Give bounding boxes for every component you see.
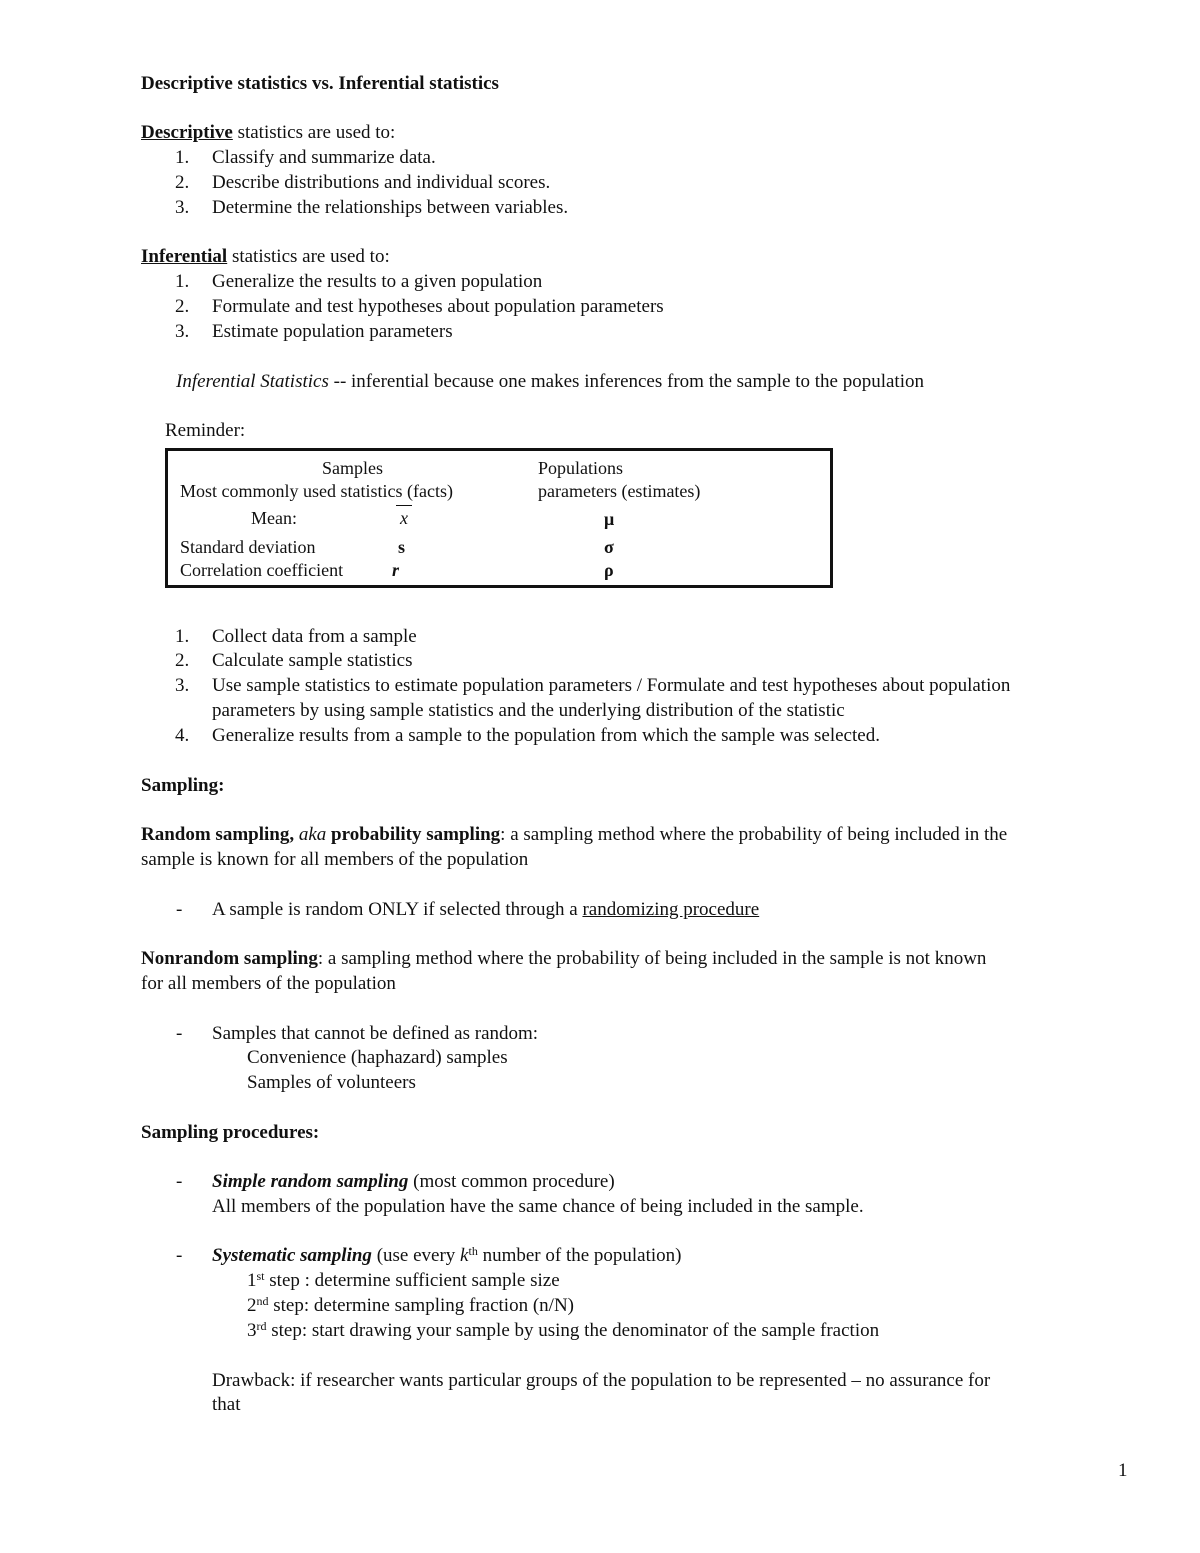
random-bullet xyxy=(212,899,759,921)
step-text: step : determine sufficient sample size xyxy=(264,1270,560,1291)
nonrandom-sub-2: Samples of volunteers xyxy=(247,1072,416,1093)
descriptive-intro xyxy=(141,122,395,144)
samples-header: Samples xyxy=(322,458,383,478)
nonrandom-sampling-term: Nonrandom sampling xyxy=(141,948,318,969)
sample-sd-symbol: s xyxy=(398,537,406,557)
inferential-item-3: Estimate population parameters xyxy=(212,321,453,342)
random-sampling-definition xyxy=(141,824,1007,846)
list-number: 1. xyxy=(175,147,190,168)
step-ordinal-suffix: rd xyxy=(256,1319,267,1333)
step-ordinal-suffix: st xyxy=(256,1269,265,1283)
drawback-line-2: that xyxy=(212,1394,241,1415)
sample-mean-symbol xyxy=(396,507,412,529)
populations-header: Populations xyxy=(538,458,624,478)
probability-sampling-term: probability sampling xyxy=(331,824,501,845)
list-number: 2. xyxy=(175,650,190,671)
descriptive-intro-text: statistics are used to: xyxy=(232,122,396,143)
systematic-sampling xyxy=(212,1245,682,1267)
inferential-note xyxy=(176,371,924,393)
x-bar-symbol: x xyxy=(396,505,412,528)
step-ordinal: 1 xyxy=(247,1270,257,1291)
list-number: 1. xyxy=(175,271,190,292)
simple-random-term: Simple random sampling xyxy=(212,1171,409,1192)
systematic-pre: (use every xyxy=(371,1245,461,1266)
step-2: Calculate sample statistics xyxy=(212,650,413,671)
step-3-continued: parameters by using sample statistics and the underlying distribution of the statistic xyxy=(212,700,845,721)
step-ordinal: 3 xyxy=(247,1320,257,1341)
nonrandom-bullet: Samples that cannot be defined as random: xyxy=(212,1023,539,1044)
row-corr-label: Correlation coefficient xyxy=(180,560,344,580)
inferential-intro-text: statistics are used to: xyxy=(227,246,390,267)
row-mean-label: Mean: xyxy=(251,508,297,528)
drawback-line-1: Drawback: if researcher wants particular groups of the population to be represented – no assurance for xyxy=(212,1370,991,1391)
inferential-note-text: -- inferential because one makes inferences from the sample to the population xyxy=(328,371,924,392)
dash-bullet: - xyxy=(176,1023,183,1044)
systematic-post: number of the population) xyxy=(477,1245,682,1266)
step-3: Use sample statistics to estimate population parameters / Formulate and test hypotheses about population xyxy=(212,675,1011,696)
list-number: 2. xyxy=(175,172,190,193)
inferential-term: Inferential xyxy=(141,246,228,267)
page-number: 1 xyxy=(1118,1460,1128,1481)
list-number: 3. xyxy=(175,197,190,218)
sample-corr-symbol: r xyxy=(392,560,400,580)
systematic-step-2 xyxy=(247,1295,574,1317)
random-bullet-text: A sample is random ONLY if selected through a xyxy=(212,899,583,920)
step-text: step: start drawing your sample by using the denominator of the sample fraction xyxy=(266,1320,880,1341)
inferential-item-2: Formulate and test hypotheses about population parameters xyxy=(212,296,664,317)
dash-bullet: - xyxy=(176,1245,183,1266)
aka-text: aka xyxy=(298,824,327,845)
simple-random-desc: All members of the population have the same chance of being included in the sample. xyxy=(212,1196,864,1217)
step-4: Generalize results from a sample to the population from which the sample was selected. xyxy=(212,725,880,746)
descriptive-item-2: Describe distributions and individual scores. xyxy=(212,172,551,193)
systematic-step-3 xyxy=(247,1320,879,1342)
inferential-intro xyxy=(141,246,390,268)
descriptive-item-1: Classify and summarize data. xyxy=(212,147,436,168)
systematic-step-1 xyxy=(247,1270,560,1292)
systematic-sup: th xyxy=(468,1244,478,1258)
step-ordinal: 2 xyxy=(247,1295,257,1316)
population-mean-symbol: μ xyxy=(604,509,615,529)
sampling-heading: Sampling: xyxy=(141,775,225,796)
step-1: Collect data from a sample xyxy=(212,626,417,647)
list-number: 4. xyxy=(175,725,190,746)
descriptive-item-3: Determine the relationships between variables. xyxy=(212,197,569,218)
nonrandom-def-text: : a sampling method where the probability of being included in the sample is not known xyxy=(317,948,987,969)
random-sampling-term: Random sampling, xyxy=(141,824,295,845)
list-number: 2. xyxy=(175,296,190,317)
randomizing-procedure-text: randomizing procedure xyxy=(582,899,760,920)
procedures-heading: Sampling procedures: xyxy=(141,1122,320,1143)
dash-bullet: - xyxy=(176,899,183,920)
systematic-k: k xyxy=(460,1245,469,1266)
nonrandom-sub-1: Convenience (haphazard) samples xyxy=(247,1047,508,1068)
nonrandom-def-line2: for all members of the population xyxy=(141,973,396,994)
inferential-item-1: Generalize the results to a given population xyxy=(212,271,543,292)
population-corr-symbol: ρ xyxy=(604,560,614,580)
population-sd-symbol: σ xyxy=(604,537,614,557)
reminder-label: Reminder: xyxy=(165,420,246,441)
random-def-text: : a sampling method where the probability of being included in the xyxy=(500,824,1008,845)
dash-bullet: - xyxy=(176,1171,183,1192)
reminder-table xyxy=(165,448,833,588)
list-number: 3. xyxy=(175,675,190,696)
list-number: 3. xyxy=(175,321,190,342)
simple-random-sampling xyxy=(212,1171,615,1193)
row-sd-label: Standard deviation xyxy=(180,537,316,557)
random-def-line2: sample is known for all members of the population xyxy=(141,849,529,870)
list-number: 1. xyxy=(175,626,190,647)
step-ordinal-suffix: nd xyxy=(256,1294,269,1308)
descriptive-term: Descriptive xyxy=(141,122,233,143)
simple-random-note: (most common procedure) xyxy=(408,1171,615,1192)
inferential-note-term: Inferential Statistics xyxy=(176,371,329,392)
systematic-term: Systematic sampling xyxy=(212,1245,372,1266)
samples-subheader: Most commonly used statistics (facts) xyxy=(180,481,453,501)
nonrandom-sampling-definition xyxy=(141,948,986,970)
page-title: Descriptive statistics vs. Inferential statistics xyxy=(141,73,499,94)
step-text: step: determine sampling fraction (n/N) xyxy=(268,1295,574,1316)
populations-subheader: parameters (estimates) xyxy=(538,481,701,501)
